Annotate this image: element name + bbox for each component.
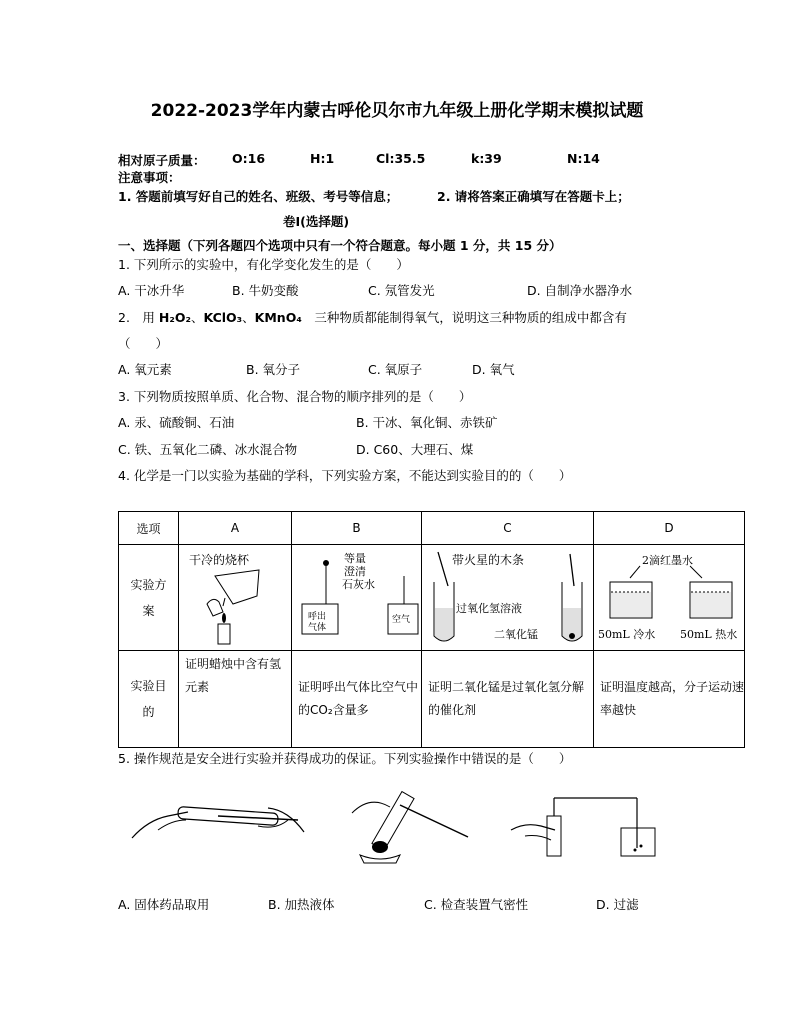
atomic-mass-h: H:1	[310, 151, 335, 166]
row-label-purpose: 实验目 的	[119, 651, 179, 748]
section-heading: 一、选择题（下列各题四个选项中只有一个符合题意。每小题 1 分，共 15 分）	[118, 238, 562, 253]
plan-cell-d	[594, 545, 745, 651]
formula-h2o2: H₂O₂	[158, 310, 191, 325]
table-row-plan	[119, 545, 745, 651]
table-header-row	[119, 512, 745, 545]
question-5-option-c: C. 检查装置气密性	[424, 897, 529, 912]
svg-text:澄清: 澄清	[344, 564, 366, 578]
table-header-cell: C	[422, 512, 594, 545]
separator: 、	[190, 310, 204, 325]
catalyst-test-illustration	[422, 546, 594, 650]
atomic-mass-o: O:16	[232, 151, 266, 166]
solid-reagent-illustration	[128, 790, 308, 850]
plan-cell-a	[179, 545, 292, 651]
purpose-cell-d: 证明温度越高，分子运动速率越快	[594, 651, 745, 748]
question-2-stem-line-2: （ ）	[118, 336, 169, 351]
question-2-option-d: D. 氧气	[472, 362, 515, 377]
question-3-stem: 3. 下列物质按照单质、化合物、混合物的顺序排列的是（ ）	[118, 389, 472, 404]
page-title: 2022-2023学年内蒙古呼伦贝尔市九年级上册化学期末模拟试题	[150, 101, 644, 121]
svg-text:带火星的木条: 带火星的木条	[452, 552, 525, 567]
question-5-option-a: A. 固体药品取用	[118, 897, 210, 912]
question-4-stem: 4. 化学是一门以实验为基础的学科，下列实验方案，不能达到实验目的的（ ）	[118, 468, 572, 483]
candle-beaker-illustration	[179, 546, 292, 650]
svg-text:过氧化氢溶液: 过氧化氢溶液	[456, 601, 522, 615]
question-2-stem-prefix: 2. 用	[118, 310, 159, 325]
svg-text:干冷的烧杯: 干冷的烧杯	[189, 552, 250, 567]
atomic-mass-cl: Cl:35.5	[376, 151, 426, 166]
heat-liquid-illustration	[340, 785, 480, 865]
question-1-option-b: B. 牛奶变酸	[232, 283, 299, 298]
svg-text:二氧化锰: 二氧化锰	[494, 627, 538, 641]
atomic-mass-k: k:39	[471, 151, 502, 166]
table-row-purpose	[119, 651, 745, 748]
row-label-plan: 实验方 案	[119, 545, 179, 651]
question-2-option-b: B. 氧分子	[246, 362, 301, 377]
notice-item-1: 1. 答题前填写好自己的姓名、班级、考号等信息；	[118, 189, 399, 204]
purpose-cell-c: 证明二氧化锰是过氧化氢分解的催化剂	[422, 651, 594, 748]
atomic-mass-label: 相对原子质量：	[118, 153, 206, 168]
limewater-illustration	[292, 546, 422, 650]
notice-label: 注意事项：	[118, 170, 181, 185]
purpose-cell-a: 证明蜡烛中含有氢元素	[179, 651, 292, 748]
question-1-option-d: D. 自制净水器净水	[527, 283, 633, 298]
svg-text:50mL 冷水: 50mL 冷水	[598, 627, 656, 641]
question-3-option-c: C. 铁、五氧化二磷、冰水混合物	[118, 442, 298, 457]
airtightness-illustration	[505, 790, 685, 860]
table-header-cell: A	[179, 512, 292, 545]
question-3-option-d: D. C60、大理石、煤	[356, 442, 474, 457]
question-5-stem: 5. 操作规范是安全进行实验并获得成功的保证。下列实验操作中错误的是（ ）	[118, 751, 572, 766]
svg-text:空气: 空气	[392, 614, 411, 625]
question-2-option-c: C. 氧原子	[368, 362, 423, 377]
question-5-option-d: D. 过滤	[596, 897, 639, 912]
svg-text:气体: 气体	[308, 622, 327, 633]
table-header-cell: B	[292, 512, 422, 545]
plan-cell-b	[292, 545, 422, 651]
diffusion-illustration	[594, 546, 745, 650]
svg-text:50mL 热水: 50mL 热水	[680, 627, 738, 641]
svg-text:呼出: 呼出	[308, 611, 327, 622]
svg-text:等量: 等量	[344, 551, 366, 565]
question-3-option-b: B. 干冰、氧化铜、赤铁矿	[356, 415, 498, 430]
volume-label: 卷Ⅰ(选择题)	[283, 214, 350, 229]
question-1-stem: 1. 下列所示的实验中，有化学变化发生的是（ ）	[118, 257, 409, 272]
separator: 、	[242, 310, 255, 325]
svg-text:2滴红墨水: 2滴红墨水	[642, 553, 693, 567]
table-header-cell: 选项	[119, 512, 179, 545]
question-5-option-b: B. 加热液体	[268, 897, 335, 912]
formula-kmno4: KMnO₄	[254, 310, 302, 325]
formula-kclo3: KClO₃	[203, 310, 243, 325]
plan-cell-c	[422, 545, 594, 651]
purpose-cell-b: 证明呼出气体比空气中的CO₂含量多	[292, 651, 422, 748]
question-3-option-a: A. 汞、硫酸铜、石油	[118, 415, 235, 430]
svg-text:石灰水: 石灰水	[342, 577, 375, 591]
atomic-mass-n: N:14	[567, 151, 600, 166]
question-1-option-c: C. 氖管发光	[368, 283, 435, 298]
question-2-option-a: A. 氧元素	[118, 362, 172, 377]
question-2-stem-suffix: 三种物质都能制得氧气，说明这三种物质的组成中都含有	[301, 310, 627, 325]
table-header-cell: D	[594, 512, 745, 545]
question-2-stem	[118, 308, 627, 326]
question-1-option-a: A. 干冰升华	[118, 283, 185, 298]
experiment-table	[118, 511, 745, 748]
notice-item-2: 2. 请将答案正确填写在答题卡上；	[437, 189, 630, 204]
